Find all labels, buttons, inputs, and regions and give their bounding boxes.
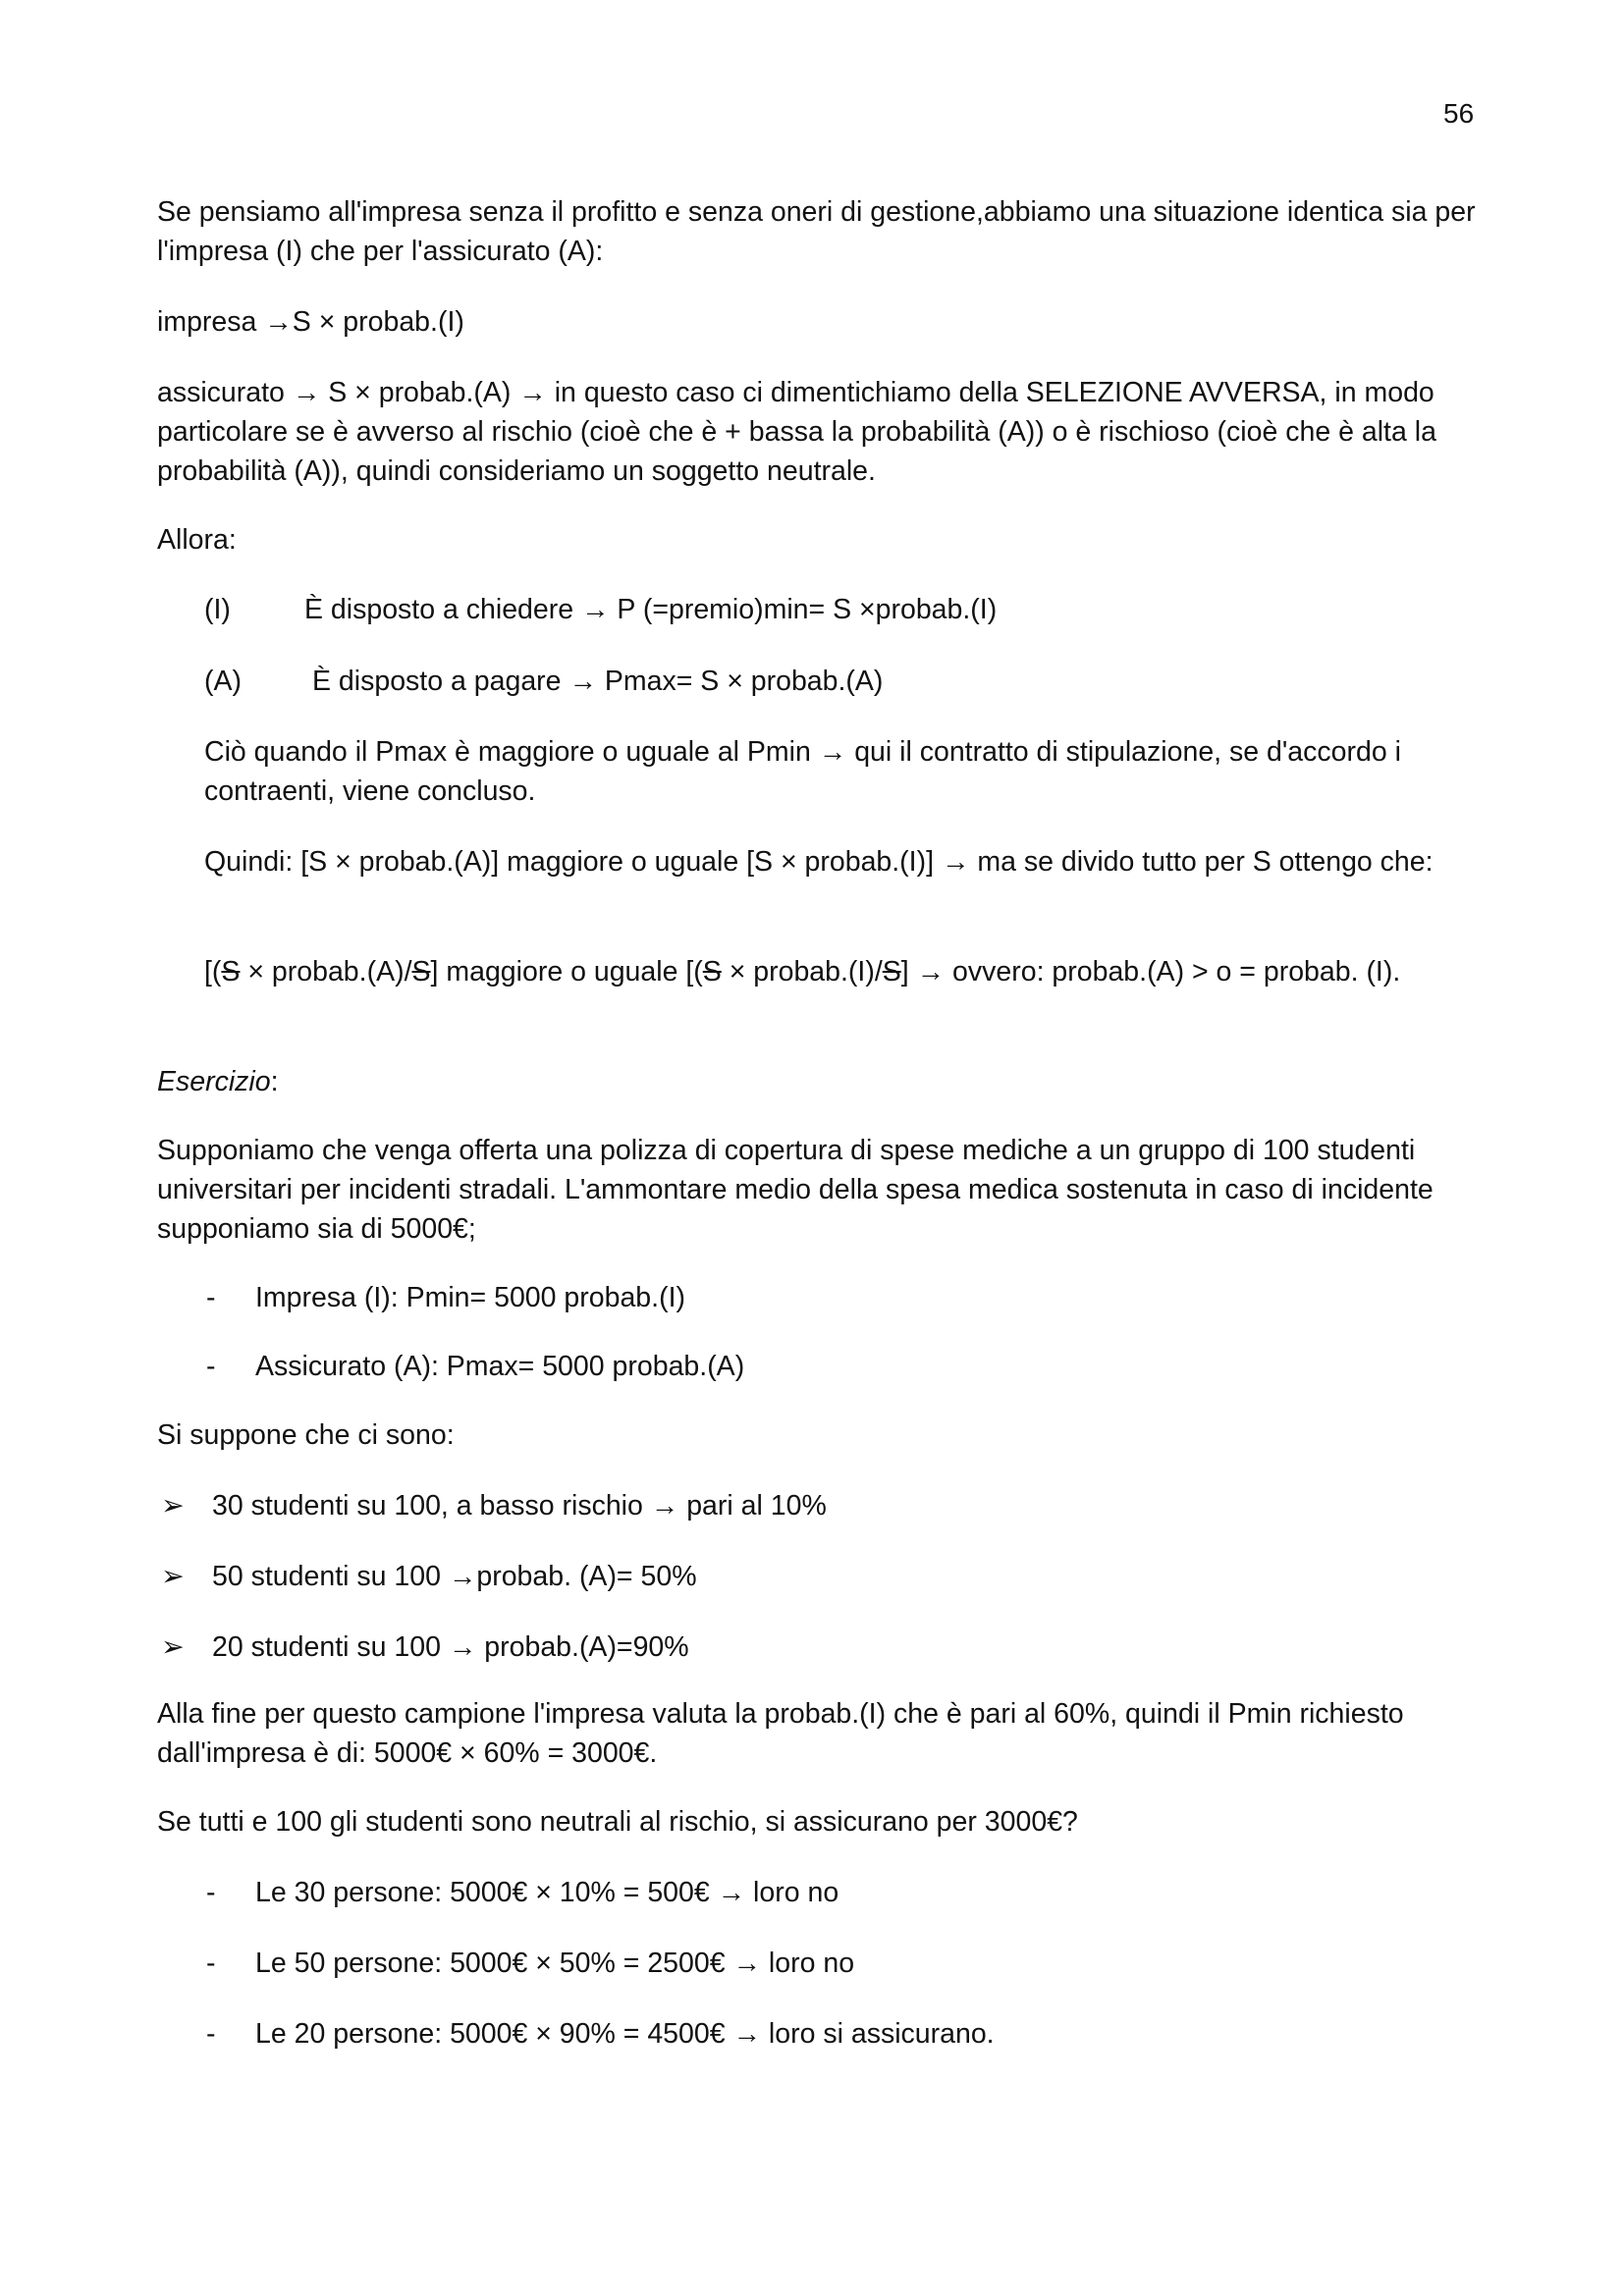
assicurato-explanation: in questo caso ci dimentichiamo della SELEZIONE AVVERSA, in modo particolare se è avverso al rischio (cioè che è + bassa la probabilità (A)) o è rischioso (cioè che è alta la probabilità (A)), quindi consideriamo un soggetto neutrale. (157, 377, 1436, 487)
arrow-icon: → (818, 736, 847, 768)
item-text: È disposto a pagare → Pmax= S × probab.(A) (312, 666, 884, 697)
assicurato-text: assicurato (157, 377, 293, 408)
paragraph-impresa (157, 302, 1492, 342)
page-number: 56 (1443, 98, 1475, 129)
arrow-icon: → (717, 1877, 746, 1908)
bullet-arrow-icon: ➢ (161, 1561, 185, 1592)
arrow-icon: → (732, 1948, 761, 1979)
item-text: È disposto a chiedere → P (=premio)min= S ×probab.(I) (304, 594, 998, 625)
arrow-icon: → (518, 377, 547, 408)
arrow-icon: → (292, 377, 321, 408)
paragraph-si-suppone: Si suppone che ci sono: (157, 1419, 455, 1451)
paragraph-se-tutti: Se tutti e 100 gli studenti sono neutrali al rischio, si assicurano per 3000€? (157, 1806, 1078, 1838)
arrow-icon: → (581, 594, 610, 625)
paragraph-assicurato (157, 373, 1492, 491)
paragraph-intro: Se pensiamo all'impresa senza il profitto e senza oneri di gestione,abbiamo una situazione identica sia per l'impresa (I) che per l'assicurato (A): (157, 196, 1476, 267)
arrow-icon: → (568, 666, 597, 697)
arrow-icon: → (650, 1490, 679, 1522)
bullet-arrow-icon: ➢ (161, 1631, 185, 1663)
bullet-arrow-icon: ➢ (161, 1490, 185, 1522)
arrow-icon: → (448, 1631, 477, 1663)
paragraph-formula: [(S × probab.(A)/S] maggiore o uguale [(S × probab.(I)/S] → ovvero: probab.(A) > o = probab. (I). (204, 956, 1401, 988)
impresa-text: impresa (157, 306, 265, 338)
impresa-formula: S × probab.(I) (292, 306, 464, 338)
paragraph-allora: Allora: (157, 524, 237, 556)
item-label: (I) (204, 594, 231, 625)
paragraph-polizza: Supponiamo che venga offerta una polizza di copertura di spese mediche a un gruppo di 100 studenti universitari per incidenti stradali. L'ammontare medio della spesa medica sostenuta in caso di incidente supponiamo sia di 5000€; (157, 1135, 1434, 1245)
paragraph-alla-fine: Alla fine per questo campione l'impresa valuta la probab.(I) che è pari al 60%, quindi il Pmin richiesto dall'impresa è di: 5000€ × 60% = 3000€. (157, 1698, 1404, 1769)
arrow-icon: → (264, 306, 293, 338)
heading-esercizio: Esercizio: (157, 1066, 279, 1097)
paragraph-quindi: Quindi: [S × probab.(A)] maggiore o uguale [S × probab.(I)] → ma se divido tutto per S ottengo che: (204, 846, 1434, 878)
arrow-icon: → (941, 846, 970, 878)
arrow-icon: → (448, 1561, 477, 1592)
arrow-icon: → (916, 956, 946, 988)
assicurato-formula: S × probab.(A) (320, 377, 519, 408)
paragraph-cio: Ciò quando il Pmax è maggiore o uguale al Pmin → qui il contratto di stipulazione, se d'accordo i contraenti, viene concluso. (204, 736, 1401, 807)
arrow-icon: → (732, 2018, 761, 2050)
item-label: (A) (204, 666, 242, 697)
